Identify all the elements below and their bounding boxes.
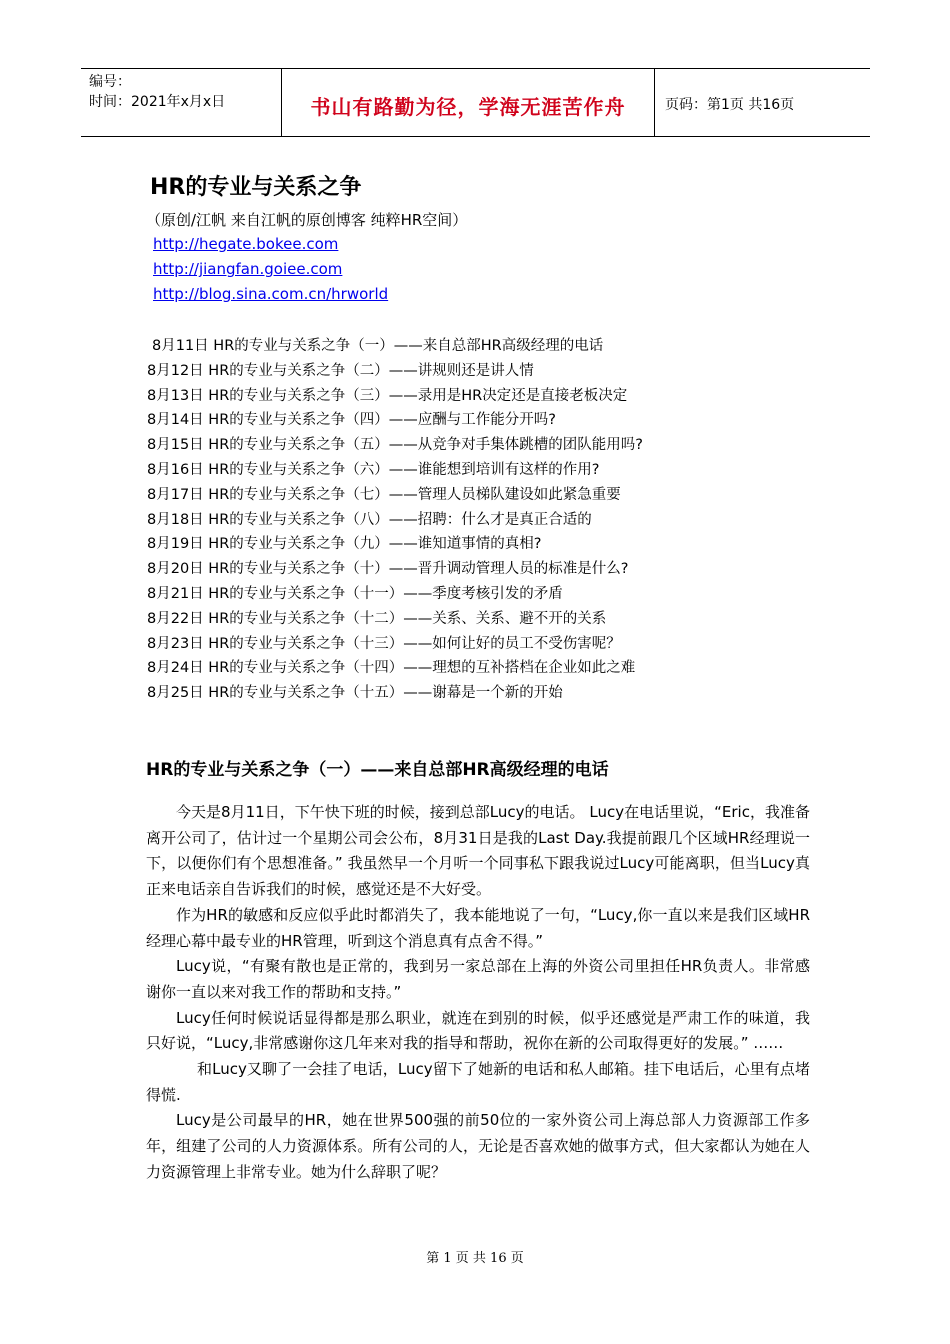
page-footer: 第 1 页 共 16 页 (426, 1251, 524, 1266)
blog-link-hegate[interactable]: http://hegate.bokee.com (153, 235, 339, 253)
header-motto: 书山有路勤为径，学海无涯苦作舟 (310, 95, 626, 119)
document-title: HR的专业与关系之争 (150, 175, 362, 200)
header-page-info: 页码：第1页 共16页 (665, 97, 795, 113)
toc-item: 8月21日 HR的专业与关系之争（十一）——季度考核引发的矛盾 (147, 585, 563, 602)
body-paragraph: Lucy说，“有聚有散也是正常的，我到另一家总部在上海的外资公司里担任HR负责人。非常感谢你一直以来对我工作的帮助和支持。” (146, 957, 810, 1001)
body-paragraph: Lucy是公司最早的HR，她在世界500强的前50位的一家外资公司上海总部人力资源部工作多年，组建了公司的人力资源体系。所有公司的人，无论是否喜欢她的做事方式，但大家都认为她在人力资源管理上非常专业。她为什么辞职了呢？ (146, 1111, 810, 1181)
toc-item: 8月14日 HR的专业与关系之争（四）——应酬与工作能分开吗? (147, 412, 556, 429)
toc-item: 8月11日 HR的专业与关系之争（一）——来自总部HR高级经理的电话 (152, 338, 604, 354)
table-of-contents (147, 334, 643, 706)
body-paragraph: 和Lucy又聊了一会挂了电话，Lucy留下了她新的电话和私人邮箱。挂下电话后，心里有点堵得慌. (146, 1060, 810, 1104)
toc-item: 8月22日 HR的专业与关系之争（十二）——关系、关系、避不开的关系 (147, 610, 607, 627)
article-body (146, 800, 810, 1186)
toc-item: 8月15日 HR的专业与关系之争（五）——从竞争对手集体跳槽的团队能用吗? (147, 437, 643, 454)
toc-item: 8月13日 HR的专业与关系之争（三）——录用是HR决定还是直接老板决定 (147, 387, 628, 404)
toc-item: 8月25日 HR的专业与关系之争（十五）——谢幕是一个新的开始 (147, 685, 563, 702)
toc-item: 8月12日 HR的专业与关系之争（二）——讲规则还是讲人情 (147, 362, 534, 379)
toc-item: 8月17日 HR的专业与关系之争（七）——管理人员梯队建设如此紧急重要 (147, 486, 621, 503)
toc-item: 8月20日 HR的专业与关系之争（十）——晋升调动管理人员的标准是什么? (147, 561, 629, 578)
header-page-cell (655, 69, 870, 136)
document-subtitle: （原创/江帆 来自江帆的原创博客 纯粹HR空间） (146, 211, 468, 229)
body-paragraph: 今天是8月11日，下午快下班的时候，接到总部Lucy的电话。 Lucy在电话里说，“Eric，我准备离开公司了，估计过一个星期公司会公布，8月31日是我的Last Day.我提前跟几个区域HR经理说一下，以便你们有个思想准备。” 我虽然早一个月听一个同事私下跟我说过Lucy可能离职，但当Lucy真正来电话亲自告诉我们的时候，感觉还是不大好受。 (146, 803, 810, 899)
document-number-label: 编号： (89, 74, 131, 90)
section-heading: HR的专业与关系之争（一）——来自总部HR高级经理的电话 (146, 760, 609, 780)
toc-item: 8月19日 HR的专业与关系之争（九）——谁知道事情的真相? (147, 536, 542, 553)
document-time-label: 时间：2021年x月x日 (89, 94, 226, 110)
body-paragraph: 作为HR的敏感和反应似乎此时都消失了，我本能地说了一句，“Lucy,你一直以来是我们区域HR经理心幕中最专业的HR管理，听到这个消息真有点舍不得。” (146, 905, 810, 950)
blog-link-jiangfan[interactable]: http://jiangfan.goiee.com (153, 260, 343, 278)
header-table (81, 68, 870, 137)
toc-item: 8月23日 HR的专业与关系之争（十三）——如何让好的员工不受伤害呢？ (147, 635, 621, 652)
blog-link-sina[interactable]: http://blog.sina.com.cn/hrworld (153, 285, 389, 303)
header-motto-cell (282, 69, 655, 136)
toc-item: 8月16日 HR的专业与关系之争（六）——谁能想到培训有这样的作用? (147, 461, 600, 478)
header-info-cell (81, 69, 282, 136)
body-paragraph: Lucy任何时候说话显得都是那么职业，就连在到别的时候，似乎还感觉是严肃工作的味道，我只好说，“Lucy,非常感谢你这几年来对我的指导和帮助，祝你在新的公司取得更好的发展。” …… (146, 1008, 810, 1053)
toc-item: 8月18日 HR的专业与关系之争（八）——招聘：什么才是真正合适的 (147, 511, 592, 528)
toc-item: 8月24日 HR的专业与关系之争（十四）——理想的互补搭档在企业如此之难 (147, 660, 636, 677)
